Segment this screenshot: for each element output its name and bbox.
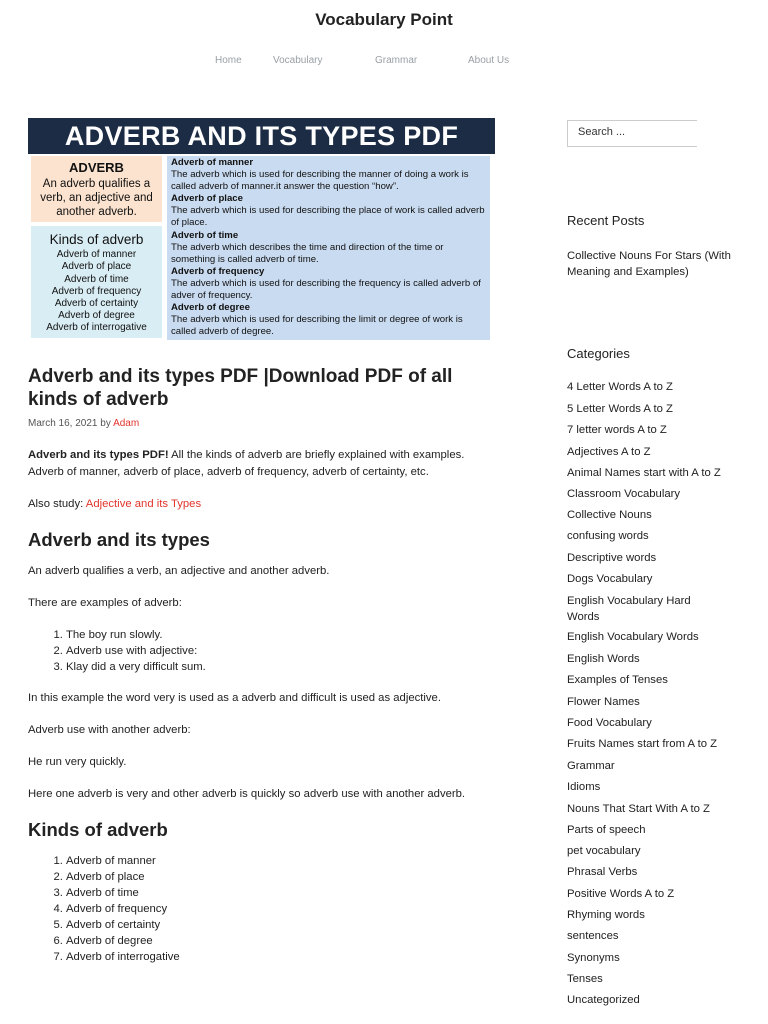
category-link[interactable]: Collective Nouns bbox=[567, 509, 652, 521]
section-heading: Kinds of adverb bbox=[28, 819, 168, 840]
post-date: March 16, 2021 bbox=[28, 418, 98, 429]
definition-term: Adverb of place bbox=[171, 193, 243, 205]
post-meta bbox=[28, 418, 498, 429]
category-link[interactable]: Synonyms bbox=[567, 952, 620, 964]
category-link[interactable]: Grammar bbox=[567, 760, 615, 772]
list-item: 7. Adverb of interrogative bbox=[66, 949, 498, 965]
definition-term: Adverb of time bbox=[171, 229, 239, 241]
featured-image bbox=[28, 118, 495, 342]
list-item: 4. Adverb of frequency bbox=[66, 901, 498, 917]
category-link[interactable]: Phrasal Verbs bbox=[567, 866, 638, 878]
kind-item: Adverb of manner bbox=[56, 249, 137, 261]
category-link[interactable]: 4 Letter Words A to Z bbox=[567, 381, 673, 393]
adverb-text: An adverb qualifies a verb, an adjective and another adverb. bbox=[40, 178, 153, 218]
category-link[interactable]: Uncategorized bbox=[567, 994, 640, 1006]
banner-title: ADVERB AND ITS TYPES PDF bbox=[28, 118, 495, 154]
list-item: 2. Adverb use with adjective: bbox=[66, 643, 498, 659]
list-item: 1. The boy run slowly. bbox=[66, 627, 498, 643]
intro-paragraph bbox=[28, 447, 498, 481]
category-link[interactable]: Descriptive words bbox=[567, 552, 657, 564]
category-link[interactable]: Classroom Vocabulary bbox=[567, 488, 681, 500]
category-link[interactable]: Tenses bbox=[567, 973, 603, 985]
definition-desc: The adverb which is used for describing the place of work is called adverb of place. bbox=[171, 205, 485, 229]
category-link[interactable]: pet vocabulary bbox=[567, 845, 641, 857]
adverb-definition-box bbox=[31, 156, 162, 222]
definition-term: Adverb of manner bbox=[171, 157, 254, 168]
list-item: 2. Adverb of place bbox=[66, 869, 498, 885]
definition-desc: The adverb which is used for describing the limit or degree of work is called adverb of degree. bbox=[171, 314, 463, 338]
kinds-list bbox=[28, 853, 498, 965]
intro-bold: Adverb and its types PDF! bbox=[28, 449, 169, 461]
article bbox=[28, 365, 498, 965]
recent-post-link[interactable]: Collective Nouns For Stars (With Meaning and Examples) bbox=[567, 250, 731, 278]
definition-term: Adverb of degree bbox=[171, 302, 250, 314]
recent-posts-heading: Recent Posts bbox=[567, 213, 645, 228]
list-item: 6. Adverb of degree bbox=[66, 933, 498, 949]
paragraph: An adverb qualifies a verb, an adjective and another adverb. bbox=[28, 565, 330, 577]
definition-desc: The adverb which describes the time and direction of the time or something is called adverb of time. bbox=[171, 241, 444, 265]
category-link[interactable]: Parts of speech bbox=[567, 824, 646, 836]
definitions-box bbox=[167, 156, 490, 340]
category-link[interactable]: Dogs Vocabulary bbox=[567, 573, 653, 585]
category-link[interactable]: Idioms bbox=[567, 781, 601, 793]
nav-grammar[interactable]: Grammar bbox=[375, 55, 418, 66]
kind-item: Adverb of place bbox=[61, 261, 132, 273]
main-nav bbox=[0, 55, 768, 71]
category-link[interactable]: confusing words bbox=[567, 530, 649, 542]
nav-home[interactable]: Home bbox=[215, 55, 242, 66]
kind-item: Adverb of time bbox=[64, 273, 129, 285]
category-link[interactable]: Flower Names bbox=[567, 696, 640, 708]
category-link[interactable]: Examples of Tenses bbox=[567, 674, 668, 686]
category-link[interactable]: Rhyming words bbox=[567, 909, 645, 921]
article-title: Adverb and its types PDF |Download PDF of all kinds of adverb bbox=[28, 366, 453, 410]
kind-item: Adverb of frequency bbox=[51, 285, 142, 297]
kind-item: Adverb of certainty bbox=[54, 298, 139, 310]
list-item: 5. Adverb of certainty bbox=[66, 917, 498, 933]
search-input[interactable]: Search ... bbox=[567, 120, 697, 147]
paragraph: In this example the word very is used as a adverb and difficult is used as adjective. bbox=[28, 692, 441, 704]
category-link[interactable]: English Vocabulary Words bbox=[567, 631, 699, 643]
definition-desc: The adverb which is used for describing the frequency is called adverb of adver of frequency. bbox=[171, 277, 481, 302]
category-link[interactable]: sentences bbox=[567, 930, 619, 942]
kind-item: Adverb of degree bbox=[58, 310, 135, 322]
nav-vocabulary[interactable]: Vocabulary bbox=[273, 55, 323, 66]
category-link[interactable]: Adjectives A to Z bbox=[567, 446, 651, 458]
post-author-link[interactable]: Adam bbox=[113, 418, 140, 429]
post-by: by bbox=[100, 418, 111, 429]
paragraph: Adverb use with another adverb: bbox=[28, 724, 191, 736]
list-item: 3. Adverb of time bbox=[66, 885, 498, 901]
also-study-label: Also study: bbox=[28, 498, 86, 510]
kind-item: Adverb of interrogative bbox=[46, 322, 147, 334]
category-link[interactable]: English Vocabulary Hard Words bbox=[567, 595, 691, 623]
section-heading: Adverb and its types bbox=[28, 529, 210, 550]
categories-heading: Categories bbox=[567, 346, 630, 361]
list-item: 1. Adverb of manner bbox=[66, 853, 498, 869]
category-link[interactable]: English Words bbox=[567, 653, 640, 665]
nav-about-us[interactable]: About Us bbox=[468, 55, 510, 66]
category-link[interactable]: Nouns That Start With A to Z bbox=[567, 803, 710, 815]
category-link[interactable]: 5 Letter Words A to Z bbox=[567, 403, 673, 415]
kinds-box bbox=[31, 226, 162, 338]
definition-desc: The adverb which is used for describing the manner of doing a work is called adverb of manner.it answer the question “how”. bbox=[171, 169, 469, 193]
definition-term: Adverb of frequency bbox=[171, 265, 265, 277]
also-study bbox=[28, 496, 498, 513]
category-link[interactable]: Positive Words A to Z bbox=[567, 888, 675, 900]
kinds-heading: Kinds of adverb bbox=[49, 232, 144, 247]
paragraph: There are examples of adverb: bbox=[28, 597, 182, 609]
category-link[interactable]: Fruits Names start from A to Z bbox=[567, 738, 718, 750]
adverb-heading: ADVERB bbox=[69, 160, 124, 175]
paragraph: Here one adverb is very and other adverb is quickly so adverb use with another adverb. bbox=[28, 788, 466, 800]
category-link[interactable]: Food Vocabulary bbox=[567, 717, 652, 729]
intro-text: All the kinds of adverb are briefly explained with examples. Adverb of manner, adverb of place, adverb of frequency, adverb of certainty, etc. bbox=[28, 449, 465, 478]
category-link[interactable]: 7 letter words A to Z bbox=[567, 424, 667, 436]
paragraph: He run very quickly. bbox=[28, 756, 127, 768]
category-link[interactable]: Animal Names start with A to Z bbox=[567, 467, 721, 479]
examples-list bbox=[28, 627, 498, 675]
also-study-link[interactable]: Adjective and its Types bbox=[85, 498, 202, 510]
list-item: 3. Klay did a very difficult sum. bbox=[66, 659, 498, 675]
site-title[interactable]: Vocabulary Point bbox=[315, 10, 453, 29]
